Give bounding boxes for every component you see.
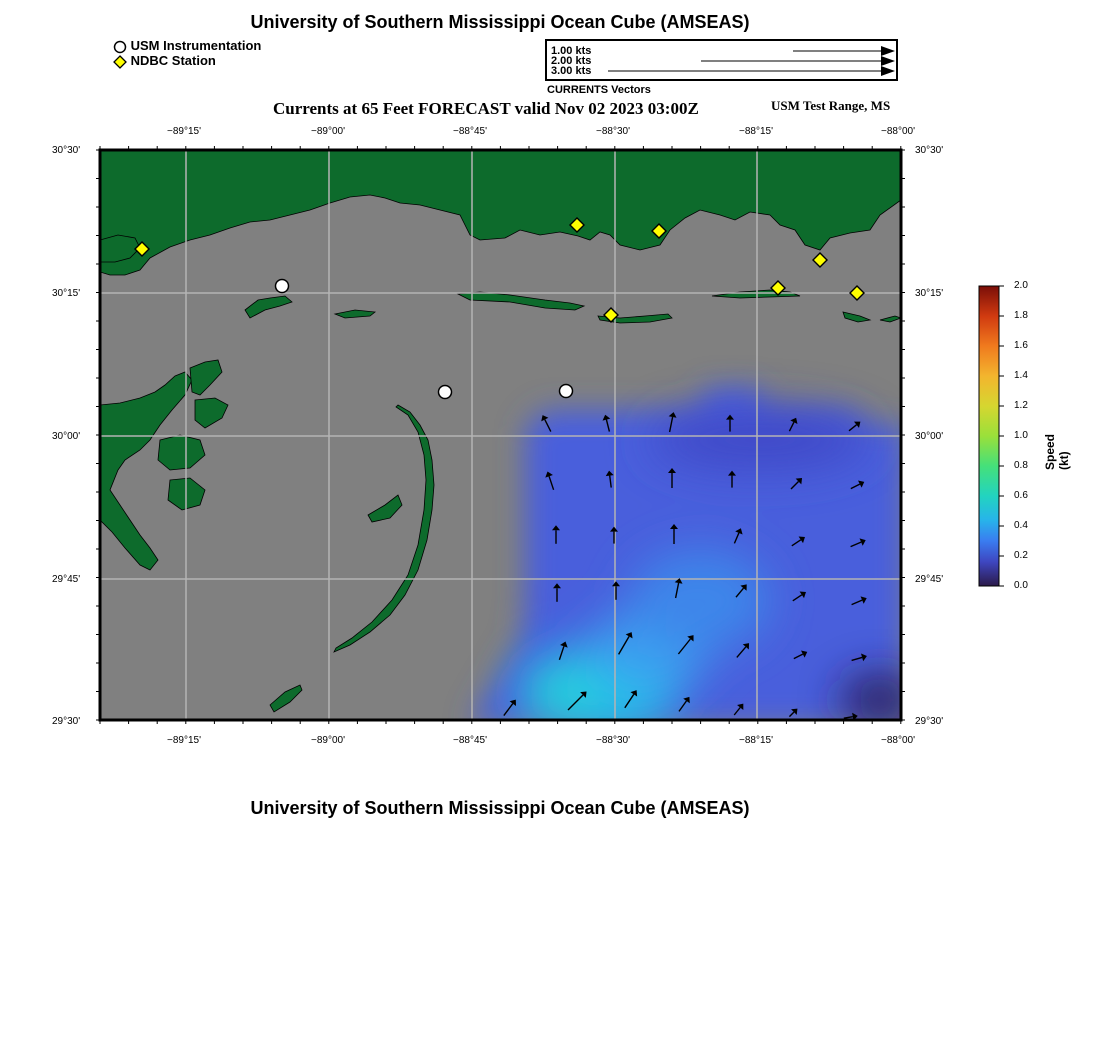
vector-scale-1: 1.00 kts [551,45,592,57]
footer-title: University of Southern Mississippi Ocean Cube (AMSEAS) [250,798,750,818]
colorbar-tick: 1.4 [1014,370,1028,381]
vector-scale-box [545,39,898,81]
colorbar [978,280,1038,595]
usm-instrument-icon [276,280,289,293]
colorbar-tick: 1.0 [1014,430,1028,441]
colorbar-tick: 2.0 [1014,280,1028,291]
map-subtitle: Currents at 65 Feet FORECAST valid Nov 02 2023 03:00Z [273,99,699,118]
lat-tick-right: 30°00' [915,431,944,442]
usm-instrument-icon [560,385,573,398]
vector-scale-3: 3.00 kts [551,65,592,77]
ndbc-station-icon [113,55,127,69]
lon-tick-bottom: −89°00' [311,735,345,746]
lat-tick-right: 30°15' [915,288,944,299]
lat-tick-left: 30°15' [52,288,81,299]
colorbar-tick: 1.2 [1014,400,1028,411]
region-label: USM Test Range, MS [771,98,891,113]
lat-tick-right: 29°30' [915,716,944,727]
speed-field [470,388,909,728]
vector-scale-2: 2.00 kts [551,55,592,67]
lon-tick-bottom: −88°00' [881,735,915,746]
lat-tick-left: 30°30' [52,145,81,156]
legend-ndbc-label: NDBC Station [130,53,216,68]
lon-tick-top: −88°45' [453,126,487,137]
vector-caption: CURRENTS Vectors [547,84,651,96]
lat-tick-left: 30°00' [52,431,81,442]
lon-tick-bottom: −89°15' [167,735,201,746]
lon-tick-top: −88°15' [739,126,773,137]
legend-ndbc [113,53,216,69]
lat-tick-right: 30°30' [915,145,944,156]
lat-tick-right: 29°45' [915,574,944,585]
lon-tick-top: −89°15' [167,126,201,137]
lat-tick-left: 29°30' [52,716,81,727]
lon-tick-bottom: −88°45' [453,735,487,746]
lon-tick-bottom: −88°15' [739,735,773,746]
colorbar-tick: 1.6 [1014,340,1028,351]
page-title: University of Southern Mississippi Ocean Cube (AMSEAS) [250,12,750,32]
currents-map [94,144,909,728]
colorbar-label: Speed (kt) [1043,433,1071,470]
colorbar-scale [978,284,1038,590]
usm-instrument-icon [439,386,452,399]
legend-usm-label: USM Instrumentation [130,38,262,53]
colorbar-tick: 0.8 [1014,460,1028,471]
lon-tick-top: −88°00' [881,126,915,137]
lon-tick-top: −88°30' [596,126,630,137]
colorbar-tick: 0.6 [1014,490,1028,501]
usm-instrument-icon [113,40,127,54]
legend-usm [113,38,261,54]
colorbar-tick: 0.2 [1014,550,1028,561]
lon-tick-top: −89°00' [311,126,345,137]
vector-scale-arrows [547,41,896,79]
lon-tick-bottom: −88°30' [596,735,630,746]
lat-tick-left: 29°45' [52,574,81,585]
colorbar-tick: 0.0 [1014,580,1028,591]
colorbar-tick: 1.8 [1014,310,1028,321]
colorbar-tick: 0.4 [1014,520,1028,531]
